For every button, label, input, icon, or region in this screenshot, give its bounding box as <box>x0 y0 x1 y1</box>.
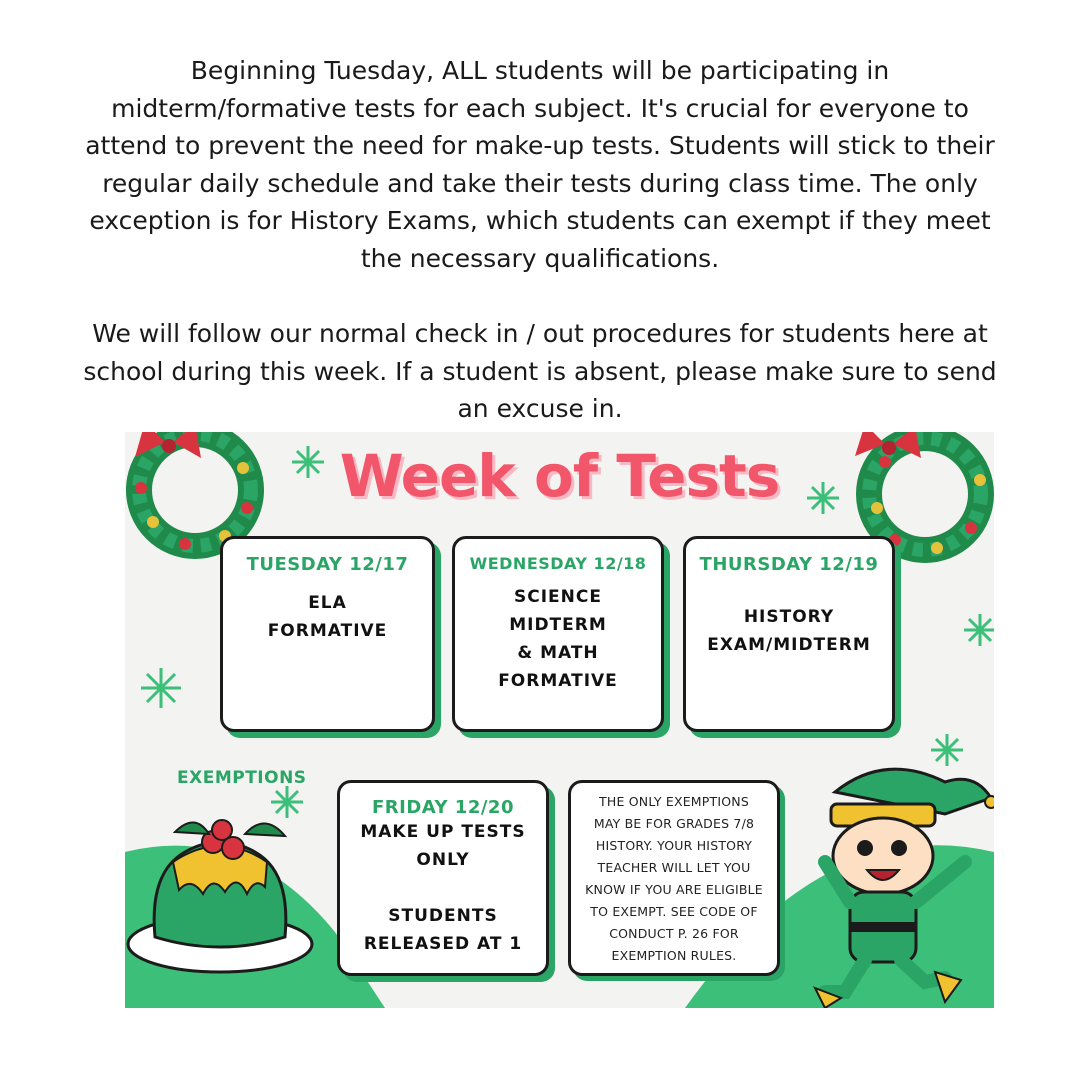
week-of-tests-poster <box>125 432 994 1008</box>
test-line: RELEASED AT 1 <box>363 934 523 954</box>
intro-text <box>80 52 1000 428</box>
day-tests <box>223 589 432 645</box>
exemptions-label: EXEMPTIONS <box>177 768 307 788</box>
test-line-spacer <box>340 874 546 902</box>
pudding-icon <box>128 820 312 972</box>
test-line: ONLY <box>416 850 470 870</box>
test-line: SCIENCE <box>514 587 602 607</box>
day-tests <box>686 603 892 659</box>
day-label: WEDNESDAY 12/18 <box>469 554 647 573</box>
test-line: MAKE UP TESTS <box>360 822 526 842</box>
test-line: FORMATIVE <box>498 671 618 691</box>
day-label: FRIDAY 12/20 <box>372 797 514 818</box>
day-tests <box>455 583 661 695</box>
intro-paragraph-1: Beginning Tuesday, ALL students will be participating in midterm/formative tests for each subject. It's crucial for everyone to attend to prevent the need for make-up tests. Students will stick to their regular daily schedule and take their tests during class time. The only exception is for History Exams, which students can exempt if they meet the necessary qualifications. <box>85 56 995 273</box>
day-label: THURSDAY 12/19 <box>699 554 879 575</box>
test-line: EXAM/MIDTERM <box>707 635 871 655</box>
day-tests <box>340 818 546 958</box>
test-line: MIDTERM <box>509 615 607 635</box>
test-line: & MATH <box>517 643 599 663</box>
note-line: CONDUCT P. 26 FOR <box>609 926 739 941</box>
exemption-note-card <box>568 780 780 976</box>
note-line: THE ONLY EXEMPTIONS <box>599 794 749 809</box>
note-line: KNOW IF YOU ARE ELIGIBLE <box>585 882 763 897</box>
poster-title: Week of Tests <box>339 442 780 510</box>
exemption-note <box>571 791 777 967</box>
test-line: HISTORY <box>743 607 835 627</box>
note-line: TEACHER WILL LET YOU <box>597 860 751 875</box>
day-card-friday <box>337 780 549 976</box>
intro-paragraph-2: We will follow our normal check in / out procedures for students here at school during this week. If a student is absent, please make sure to send an excuse in. <box>83 319 997 423</box>
test-line: STUDENTS <box>388 906 498 926</box>
note-line: MAY BE FOR GRADES 7/8 <box>593 816 755 831</box>
note-line: EXEMPTION RULES. <box>611 948 737 963</box>
test-line: FORMATIVE <box>267 621 388 641</box>
day-label: TUESDAY 12/17 <box>246 554 409 575</box>
day-card-wednesday <box>452 536 664 732</box>
note-line: HISTORY. YOUR HISTORY <box>595 838 753 853</box>
test-line: ELA <box>308 593 347 613</box>
day-card-tuesday <box>220 536 435 732</box>
day-card-thursday <box>683 536 895 732</box>
note-line: TO EXEMPT. SEE CODE OF <box>590 904 758 919</box>
